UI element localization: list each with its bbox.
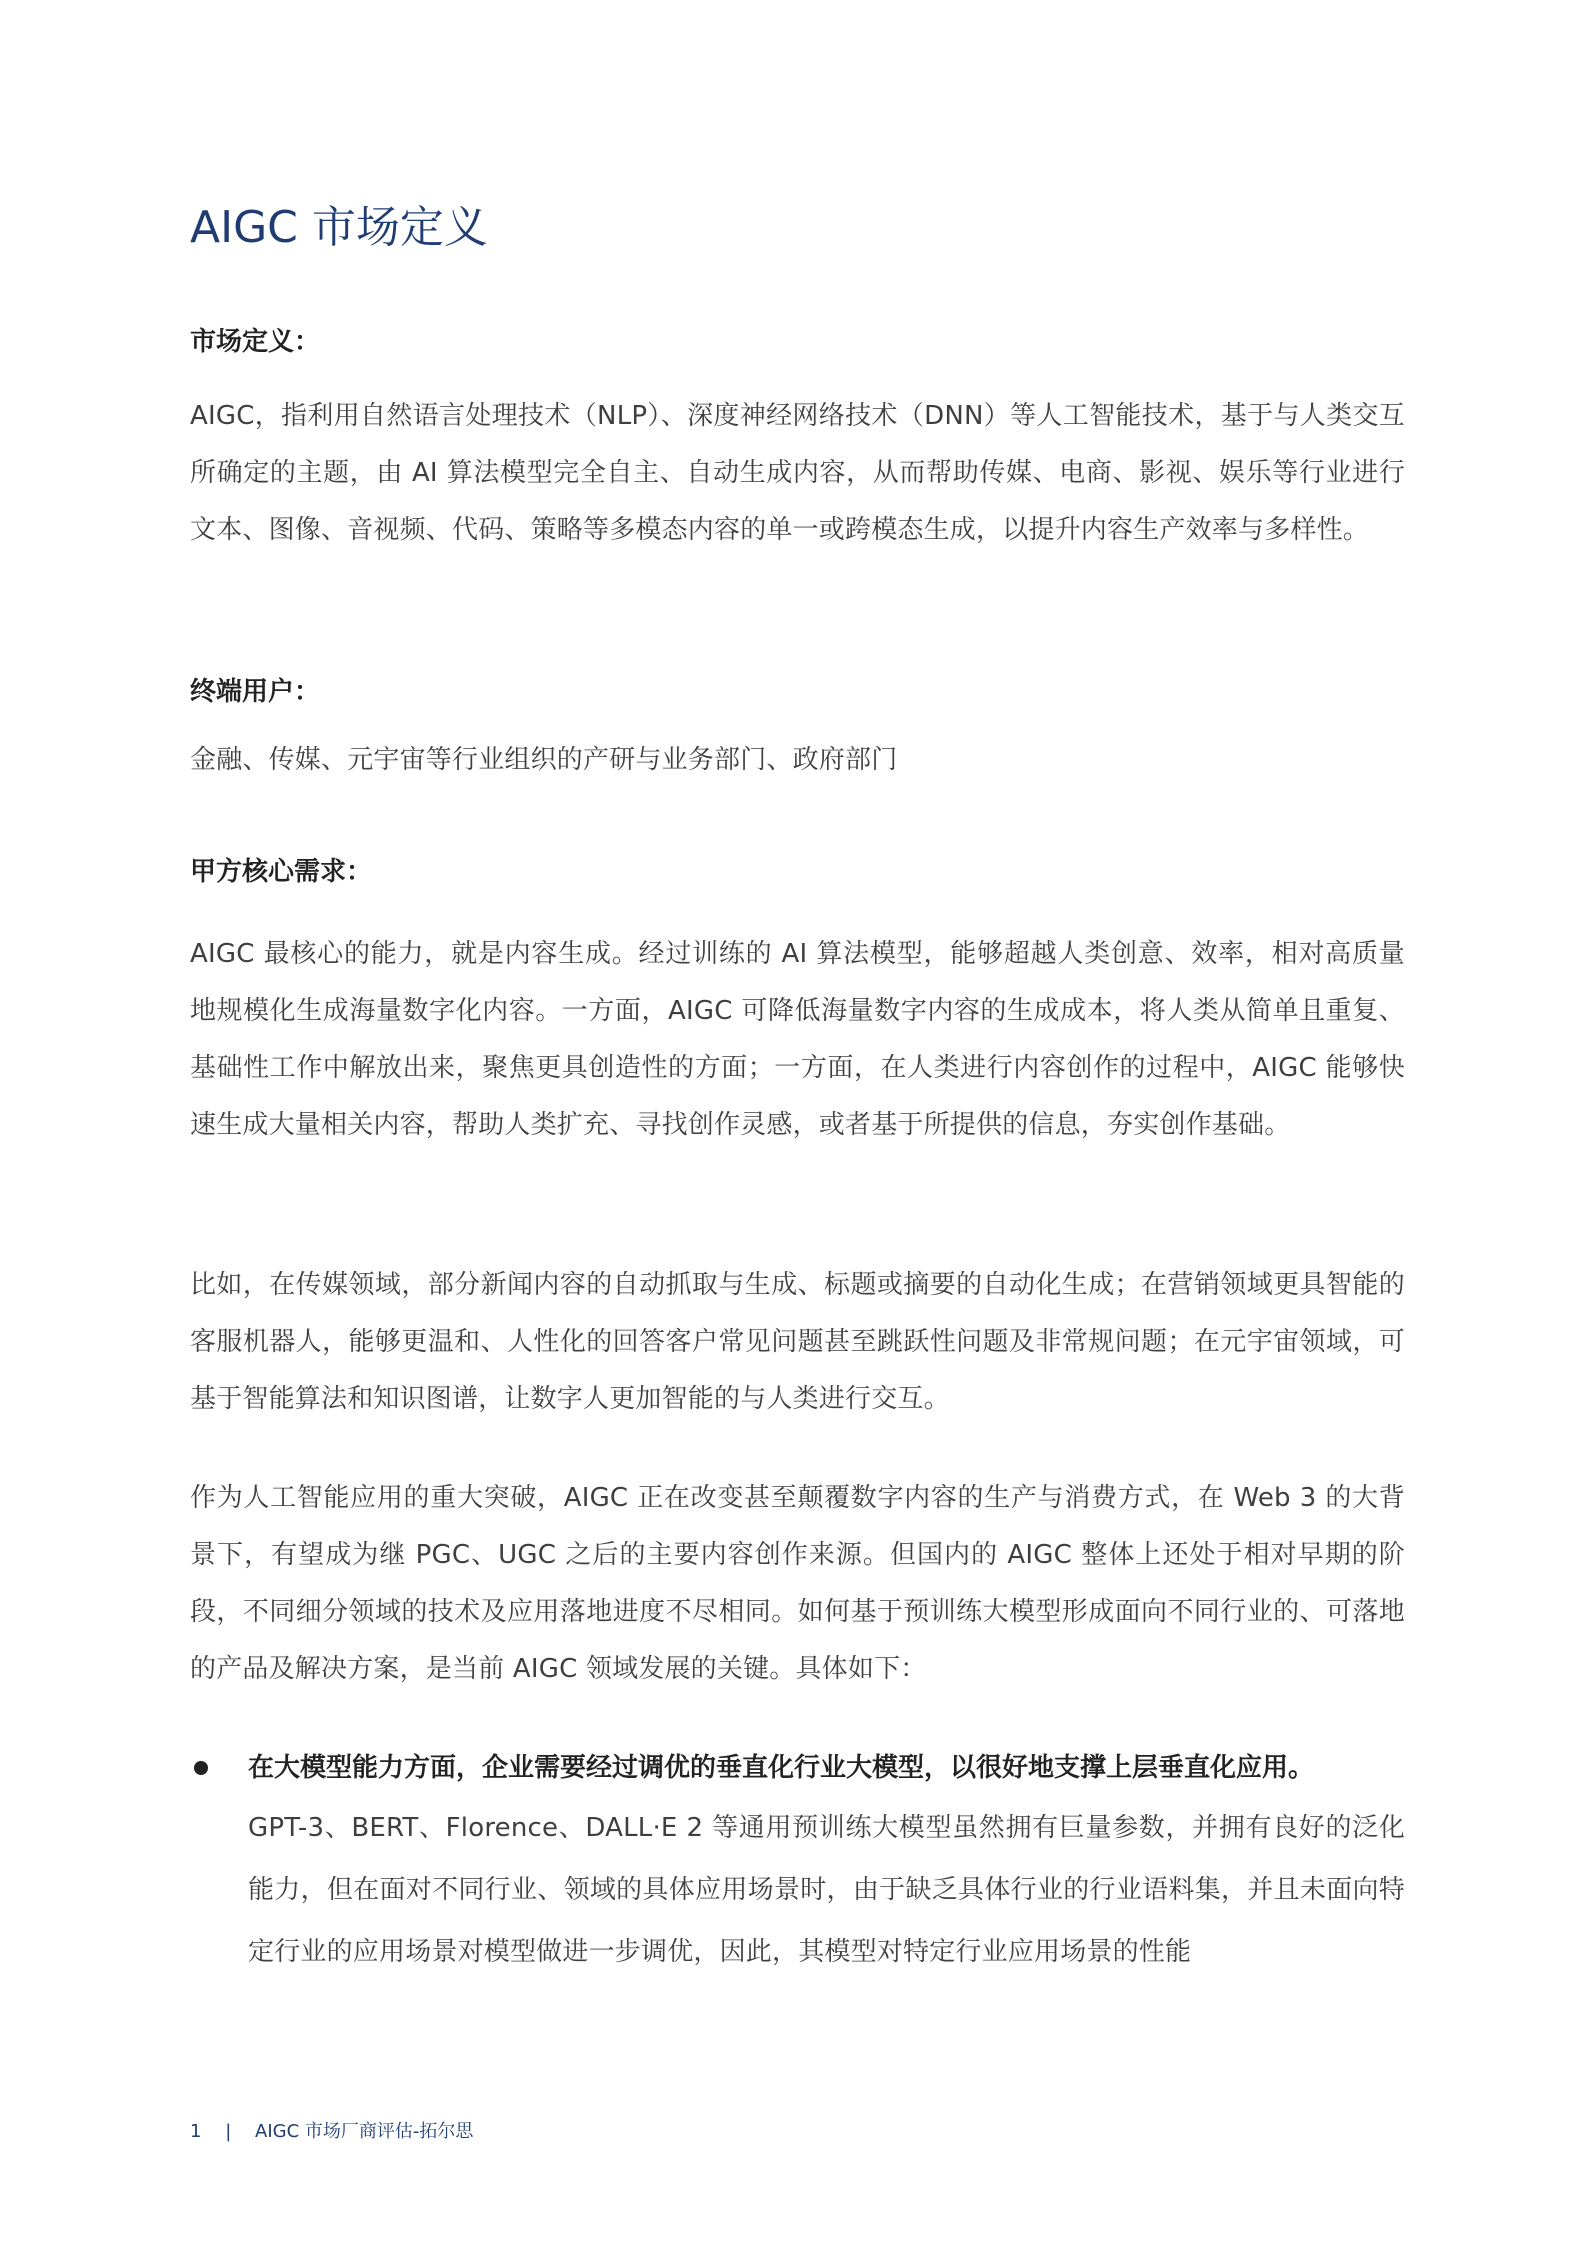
- bullet-text: GPT-3、BERT、Florence、DALL·E 2 等通用预训练大模型虽然拥有巨量参数，并拥有良好的泛化能力，但在面对不同行业、领域的具体应用场景时，由于缺乏具体行业的行业语料集，并且未面向特定行业的应用场景对模型做进一步调优，因此，其模型对特定行业应用场景的性能: [248, 1813, 1405, 1967]
- section-heading-market-definition: 市场定义：: [190, 327, 321, 357]
- core-needs-paragraph-2: 比如，在传媒领域，部分新闻内容的自动抓取与生成、标题或摘要的自动化生成；在营销领域更具智能的客服机器人，能够更温和、人性化的回答客户常见问题甚至跳跃性问题及非常规问题；在元宇宙领域，可基于智能算法和知识图谱，让数字人更加智能的与人类进行交互。: [190, 1270, 1405, 1414]
- section-heading-end-users: 终端用户：: [190, 677, 321, 707]
- end-users-text: 金融、传媒、元宇宙等行业组织的产研与业务部门、政府部门: [190, 745, 898, 775]
- footer-doc-title: AIGC 市场厂商评估-拓尔思: [255, 2121, 474, 2142]
- footer-separator: |: [225, 2121, 232, 2142]
- page-number: 1: [190, 2121, 202, 2142]
- page-title: AIGC 市场定义: [190, 202, 488, 253]
- core-needs-paragraph-3: 作为人工智能应用的重大突破，AIGC 正在改变甚至颠覆数字内容的生产与消费方式，在 Web 3 的大背景下，有望成为继 PGC、UGC 之后的主要内容创作来源。但国内的 AIGC 整体上还处于相对早期的阶段，不同细分领域的技术及应用落地进度不尽相同。如何基于预训练大模型形成面向不同行业的、可落地的产品及解决方案，是当前 AIGC 领域发展的关键。具体如下：: [190, 1483, 1405, 1684]
- market-definition-text: AIGC，指利用自然语言处理技术（NLP）、深度神经网络技术（DNN）等人工智能技术，基于与人类交互所确定的主题，由 AI 算法模型完全自主、自动生成内容，从而帮助传媒、电商、影视、娱乐等行业进行文本、图像、音视频、代码、策略等多模态内容的单一或跨模态生成，以提升内容生产效率与多样性。: [190, 401, 1405, 545]
- bullet-dot-icon: [194, 1761, 208, 1775]
- core-needs-paragraph-1: AIGC 最核心的能力，就是内容生成。经过训练的 AI 算法模型，能够超越人类创意、效率，相对高质量地规模化生成海量数字化内容。一方面，AIGC 可降低海量数字内容的生成成本，将人类从简单且重复、基础性工作中解放出来，聚焦更具创造性的方面；一方面，在人类进行内容创作的过程中，AIGC 能够快速生成大量相关内容，帮助人类扩充、寻找创作灵感，或者基于所提供的信息，夯实创作基础。: [190, 939, 1405, 1140]
- page-footer: [190, 2118, 473, 2146]
- section-heading-core-needs: 甲方核心需求：: [190, 857, 373, 887]
- bullet-lead: 在大模型能力方面，企业需要经过调优的垂直化行业大模型，以很好地支撑上层垂直化应用。: [248, 1753, 1315, 1783]
- bullet-body: [248, 1740, 1405, 1983]
